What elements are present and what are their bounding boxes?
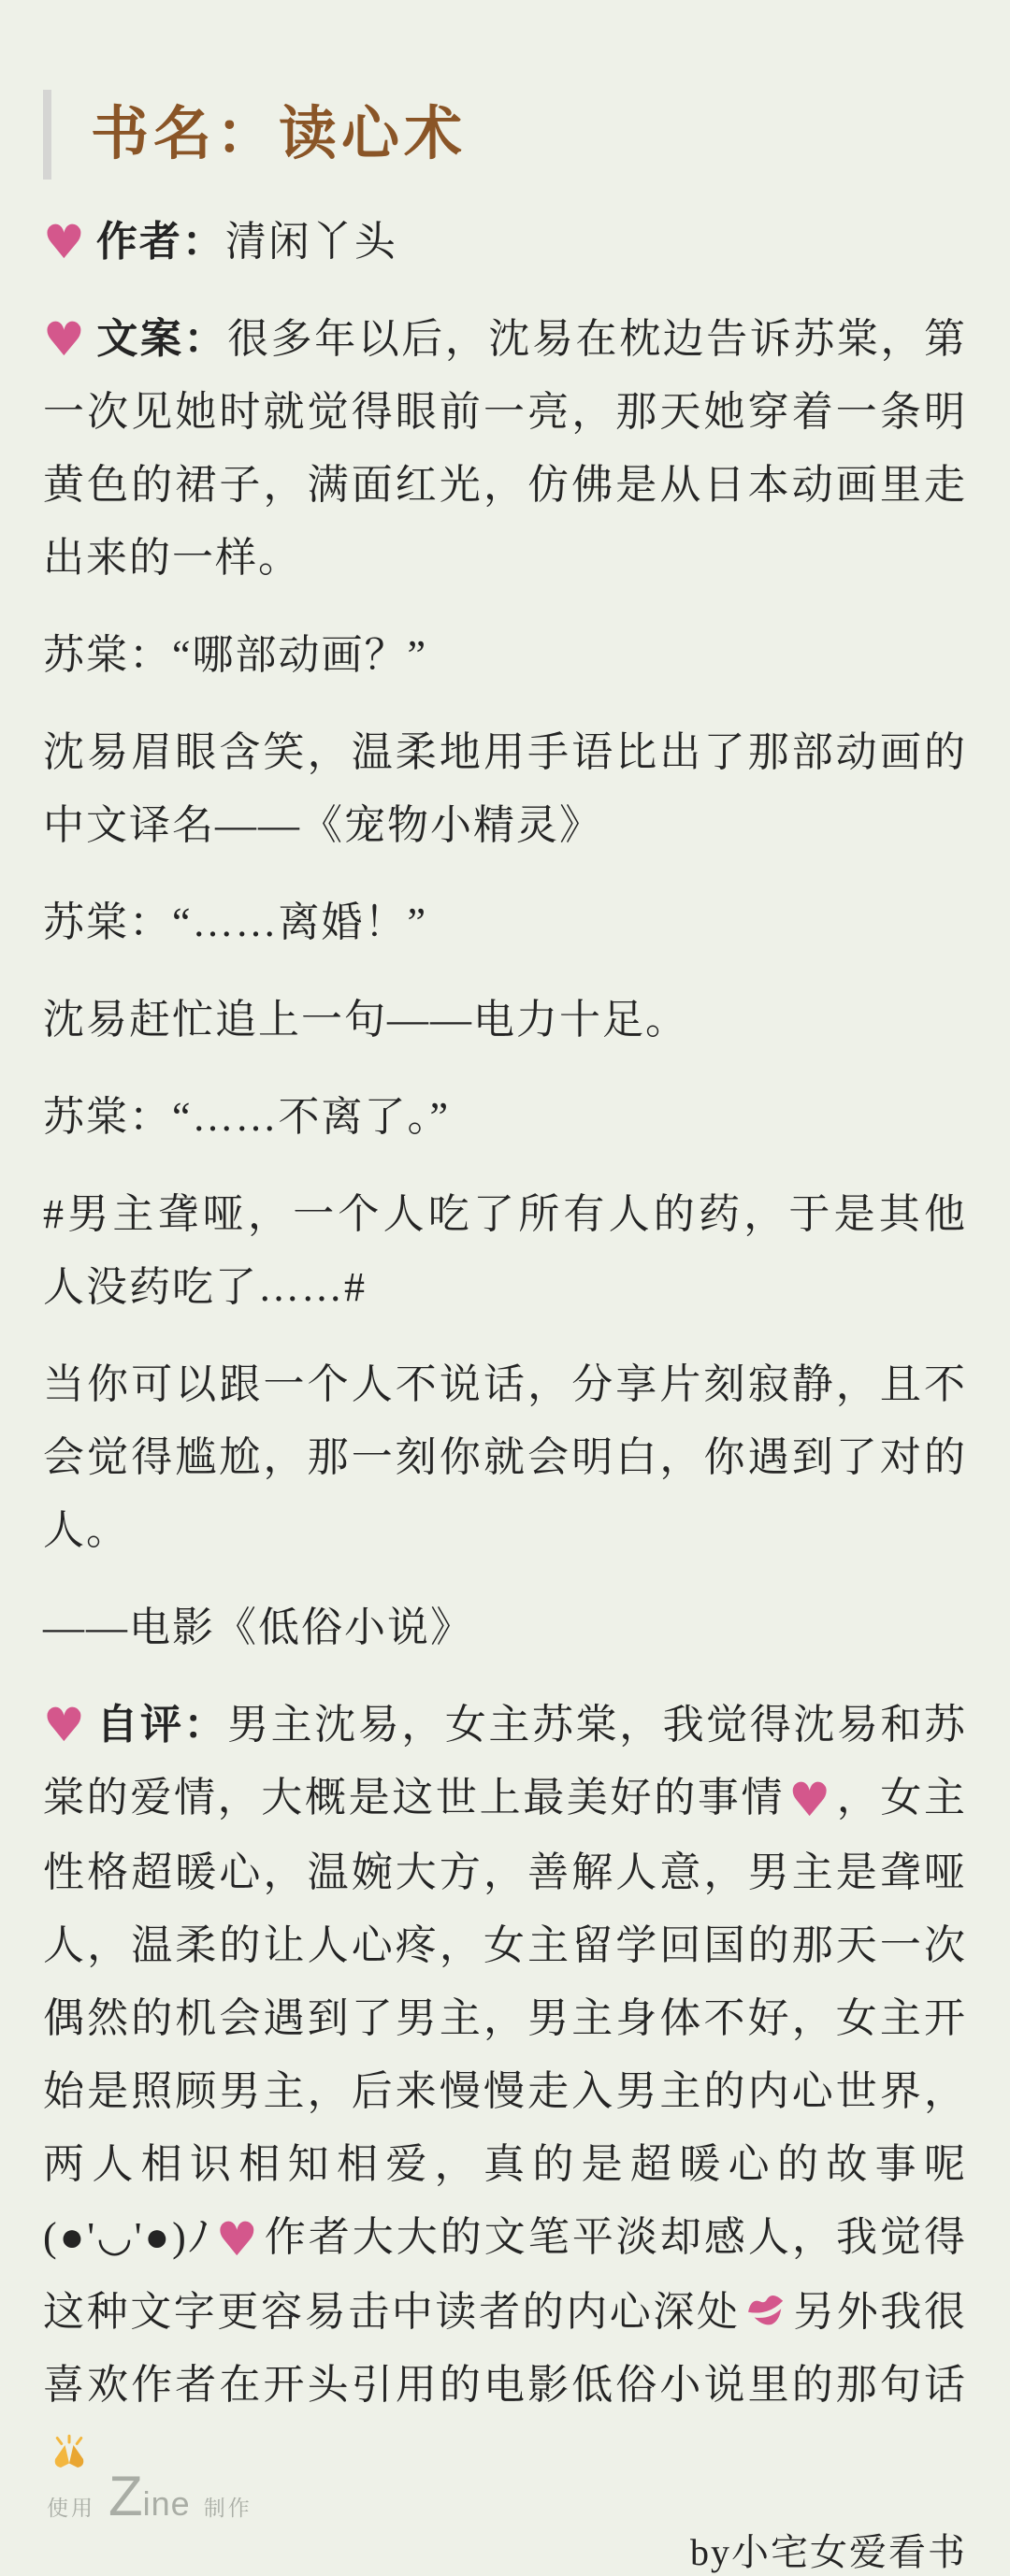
para-dialogue-no-divorce: 苏棠：“……不离了。”: [43, 1094, 451, 1140]
para-electric-reply: 沈易赶忙追上一句——电力十足。: [43, 997, 688, 1043]
heart-icon: ♥: [215, 2212, 261, 2267]
para-dialogue-which-anime: 苏棠：“哪部动画？”: [43, 632, 428, 678]
synopsis-text: 很多年以后，沈易在枕边告诉苏棠，第一次见她时就觉得眼前一亮，那天她穿着一条明黄色的裙子，满面红光，仿佛是从日本动画里走出来的一样。: [43, 316, 968, 581]
zine-logo-z: Z: [108, 2465, 143, 2527]
zine-logo: [108, 2465, 191, 2527]
title-block: [43, 90, 967, 180]
para-dialogue-divorce: 苏棠：“……离婚！”: [43, 899, 428, 945]
self-review-text-4: 另外我很喜欢作者在开头引用的电影低俗小说里的那句话: [43, 2289, 968, 2408]
self-review-text-2: ，女主性格超暖心，温婉大方，善解人意，男主是聋哑人，温柔的让人心疼，女主留学回国的那天一次偶然的机会遇到了男主，男主身体不好，女主开始是照顾男主，后来慢慢走入男主的内心世界，两人相识相知相爱，真的是超暖心的故事呢(●'◡'●)ﾉ: [43, 1775, 968, 2260]
para-movie-quote: 当你可以跟一个人不说话，分享片刻寂静，且不会觉得尴尬，那一刻你就会明白，你遇到了对的人。: [43, 1361, 967, 1553]
self-review-paragraph: [43, 1689, 967, 2495]
zine-footer: [47, 2465, 252, 2527]
author-name: 清闲丫头: [224, 219, 397, 265]
signature: by小宅女爱看书: [690, 2531, 967, 2573]
heart-icon: ♥: [43, 1698, 88, 1752]
self-review-label: 自评：: [96, 1702, 228, 1748]
heart-icon: ♥: [788, 1773, 833, 1827]
zine-logo-ine: ine: [142, 2484, 191, 2523]
self-review-text-3: 作者大大的文笔平淡却感人，我觉得这种文字更容易击中读者的内心深处: [43, 2214, 968, 2335]
para-hashtag-note: #男主聋哑，一个人吃了所有人的药，于是其他人没药吃了……#: [43, 1191, 967, 1310]
para-quote-source: ——电影《低俗小说》: [43, 1605, 473, 1650]
heart-icon: ♥: [43, 215, 87, 269]
kiss-mark-emoji: [744, 2288, 789, 2333]
author-label: 作者：: [95, 219, 225, 265]
footer-suffix: 制作: [203, 2496, 252, 2520]
para-sign-language-answer: 沈易眉眼含笑，温柔地用手语比出了那部动画的中文译名——《宠物小精灵》: [43, 729, 967, 848]
heart-icon: ♥: [43, 312, 88, 367]
synopsis-label: 文案：: [96, 316, 228, 362]
title-accent-bar: [43, 90, 51, 180]
synopsis-paragraph: [43, 303, 967, 595]
footer-prefix: 使用: [47, 2496, 95, 2520]
self-review-text-1: 男主沈易，女主苏棠，我觉得沈易和苏棠的爱情，大概是这世上最美好的事情: [43, 1702, 968, 1820]
book-title: 书名：读心术: [91, 102, 468, 166]
author-line: [43, 206, 967, 279]
